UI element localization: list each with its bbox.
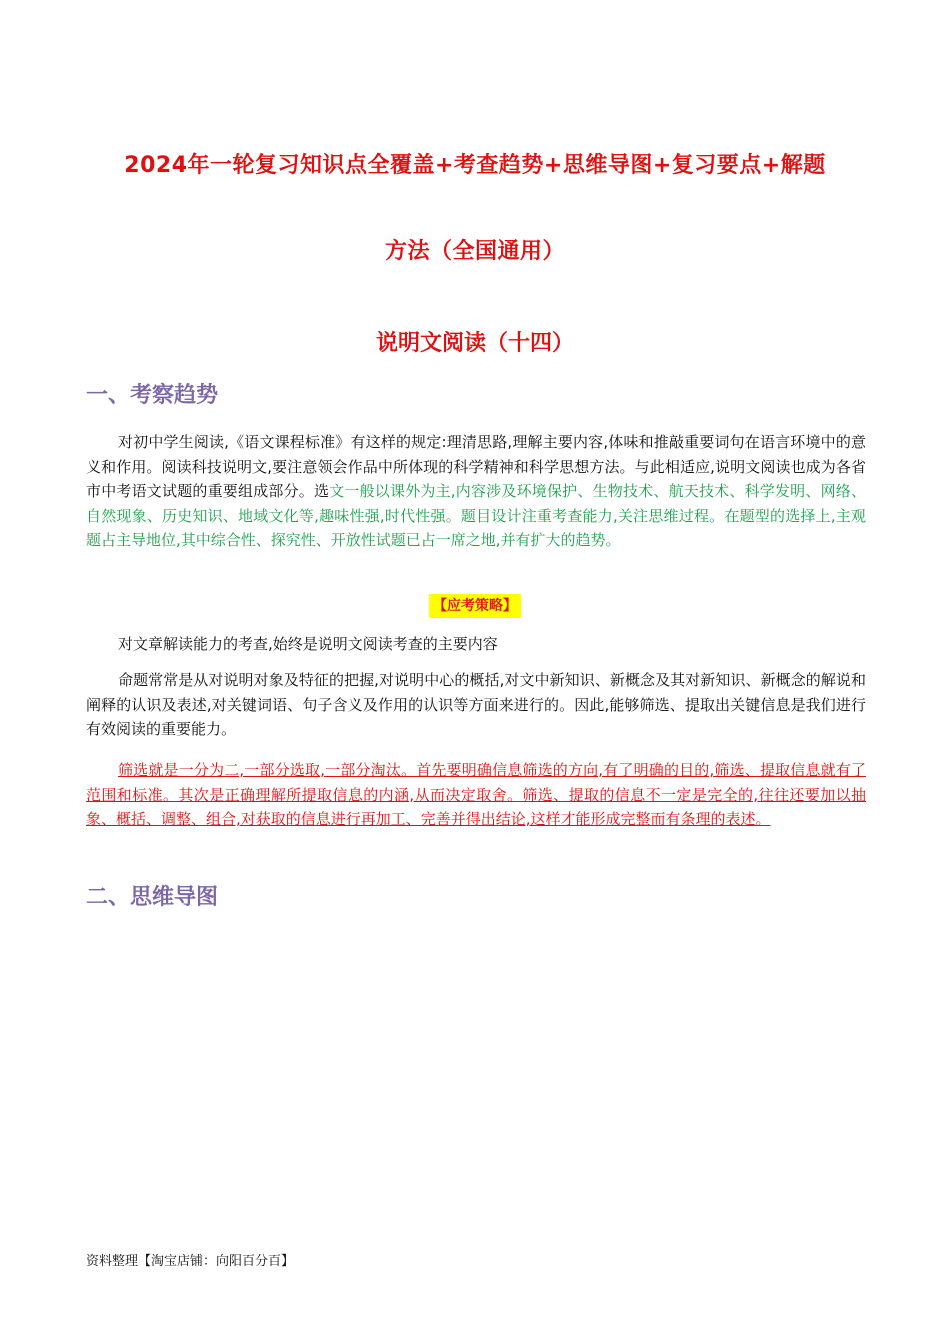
document-title-line2: 方法（全国通用） [384, 239, 565, 264]
section-heading-trend: 一、考察趋势 [86, 383, 219, 408]
trend-paragraph-highlight: 文一般以课外为主,内容涉及环境保护、生物技术、航天技术、科学发明、网络、自然现象、历史知识、地域文化等,趣味性强,时代性强。题目设计注重考查能力,关注思维过程。在题型的选择上,主观题占主导地位,其中综合性、探究性、开放性试题已占一席之地,并有扩大的趋势。 [86, 482, 866, 549]
document-title-line1: 2024年一轮复习知识点全覆盖+考查趋势+思维导图+复习要点+解题 [124, 153, 826, 178]
document-subtitle: 说明文阅读（十四） [375, 331, 574, 356]
page-footer: 资料整理【淘宝店铺：向阳百分百】 [86, 1254, 295, 1269]
section-heading-mindmap: 二、思维导图 [86, 885, 219, 910]
strategy-label-row [0, 594, 950, 618]
strategy-paragraph-3: 筛选就是一分为二,一部分选取,一部分淘汰。首先要明确信息筛选的方向,有了明确的目的,筛选、提取信息就有了范围和标准。其次是正确理解所提取信息的内涵,从而决定取舍。筛选、提取的信息不一定是完全的,往往还要加以抽象、概括、调整、组合,对获取的信息进行再加工、完善并得出结论,这样才能形成完整而有条理的表述。 [86, 761, 866, 828]
strategy-label: 【应考策略】 [429, 594, 521, 618]
strategy-paragraph-2: 命题常常是从对说明对象及特征的把握,对说明中心的概括,对文中新知识、新概念及其对新知识、新概念的解说和阐释的认识及表述,对关键词语、句子含义及作用的认识等方面来进行的。因此,能够筛选、提取出关键信息是我们进行有效阅读的重要能力。 [86, 671, 866, 738]
strategy-paragraph-1: 对文章解读能力的考查,始终是说明文阅读考查的主要内容 [118, 635, 498, 653]
trend-paragraph [86, 430, 866, 553]
trend-paragraph-plain: 对初中学生阅读,《语文课程标准》有这样的规定:理清思路,理解主要内容,体味和推敲重要词句在语言环境中的意义和作用。阅读科技说明文,要注意领会作品中所体现的科学精神和科学思想方法。与此相适应,说明文阅读也成为各省市中考语文试题的重要组成部分。选 [86, 433, 866, 500]
